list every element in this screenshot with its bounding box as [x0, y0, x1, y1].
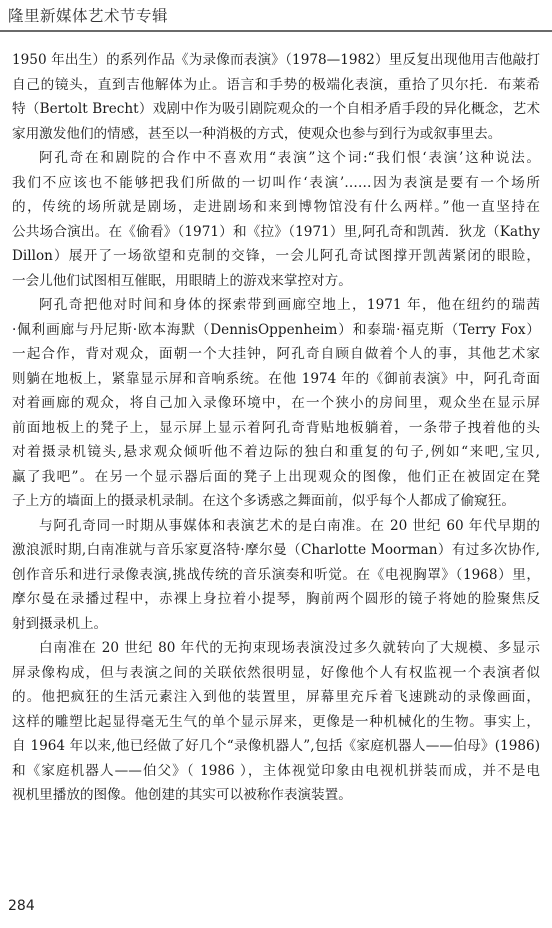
text-line: 与阿孔奇同一时期从事媒体和表演艺术的是白南准。在 20 世纪 60 年代早期的 [39, 517, 540, 534]
text-line: 一起合作，背对观众，面朝一个大挂钟，阿孔奇自顾自做着个人的事，其他艺术家 [12, 346, 540, 362]
text-line: 射到摄录机上。 [12, 615, 108, 632]
paragraph [12, 293, 540, 514]
paragraph [12, 48, 540, 146]
page-number: 284 [8, 898, 35, 914]
text-line: 则躺在地板上，紧靠显示屏和音响系统。在他 1974 年的《御前表演》中，阿孔奇面 [12, 370, 540, 387]
text-line: 家用激发他们的情感，甚至以一种消极的方式，使观众也参与到行为或叙事里去。 [12, 125, 502, 142]
text-line: 公共场合演出。在《偷看》（1971）和《拉》（1971）里,阿孔奇和凯茜．狄龙（Kathy [12, 223, 540, 240]
text-line: ·佩利画廊与丹尼斯·欧本海默（DennisOppenheim）和泰瑞·福克斯（Terry Fox） [12, 321, 540, 338]
text-line: 这样的雕塑比起显得毫无生气的单个显示屏来，更像是一种机械化的生物。事实上， [12, 713, 540, 730]
text-line: 阿孔奇把他对时间和身体的探索带到画廊空地上，1971 年，他在纽约的瑞茜 [39, 297, 540, 313]
text-line: 一会儿他们试图相互催眠，用眼睛上的游戏来掌控对方。 [12, 272, 352, 289]
text-line: 视机里播放的图像。他创建的其实可以被称作表演装置。 [12, 787, 352, 803]
text-line: 前面地板上的凳子上，显示屏上显示着阿孔奇背贴地板躺着，一条带子拽着他的头 [12, 419, 540, 436]
text-line: 白南准在 20 世纪 80 年代的无拘束现场表演没过多久就转向了大规模、多显示 [39, 640, 540, 656]
paragraph [12, 514, 540, 637]
article-body [12, 48, 540, 808]
text-line: 激浪派时期,白南准就与音乐家夏洛特·摩尔曼（Charlotte Moorman）有过多次协作, [12, 542, 540, 558]
text-line: 的。他把疯狂的生活元素注入到他的装置里，屏幕里充斥着飞速跳动的录像画面， [12, 689, 540, 705]
text-line: 对着画廊的观众，将自己加入录像环境中，在一个狭小的房间里，观众坐在显示屏 [12, 395, 540, 411]
header-divider [0, 30, 552, 32]
text-line: 子上方的墙面上的摄录机录制。在这个多诱惑之舞面前，似乎每个人都成了偷窥狂。 [12, 493, 515, 509]
paragraph [12, 146, 540, 293]
text-line: 1950 年出生）的系列作品《为录像而表演》（1978—1982）里反复出现他用吉他敲打 [12, 52, 540, 68]
running-header-title: 隆里新媒体艺术节专辑 [8, 7, 169, 25]
text-line: 的，传统的场所就是剧场，走进剧场和来到博物馆没有什么两样。”他一直坚持在 [12, 199, 540, 215]
text-line: 特（Bertolt Brecht）戏剧中作为吸引剧院观众的一个自相矛盾手段的异化概念，艺术 [12, 101, 540, 117]
text-line: 创作音乐和进行录像表演,挑战传统的音乐演奏和听觉。在《电视胸罩》（1968）里， [12, 566, 540, 583]
text-line: 和《家庭机器人——伯父》（ 1986 ），主体视觉印象由电视机拼装而成，并不是电 [12, 762, 540, 779]
page-header [0, 0, 552, 38]
text-line: 自 1964 年以来,他已经做了好几个“录像机器人”,包括《家庭机器人——伯母》(1986) [12, 738, 540, 754]
text-line: 我们不应该也不能够把我们所做的一切叫作‘表演’……因为表演是要有一个场所 [12, 174, 540, 191]
text-line: 对着摄录机镜头,悬求观众倾听他不着边际的独白和重复的句子,例如“来吧,宝贝, [12, 444, 540, 460]
text-line: Dillon）展开了一场欲望和克制的交锋，一会儿阿孔奇试图撑开凯茜紧闭的眼睑， [12, 248, 540, 264]
text-line: 屏录像构成，但与表演之间的关联依然很明显，好像他个人有权监视一个表演者似 [12, 664, 540, 681]
paragraph [12, 636, 540, 808]
text-line: 自己的镜头，直到吉他解体为止。语言和手势的极端化表演，重拾了贝尔托．布莱希 [12, 76, 540, 93]
text-line: 阿孔奇在和剧院的合作中不喜欢用“表演”这个词:“我们恨‘表演’这种说法。 [39, 150, 540, 166]
text-line: 赢了我吧”。在另一个显示器后面的凳子上出现观众的图像，他们正在被固定在凳 [12, 468, 540, 485]
text-line: 摩尔曼在录播过程中，赤裸上身拉着小提琴，胸前两个圆形的镜子将她的脸聚焦反 [12, 591, 540, 607]
